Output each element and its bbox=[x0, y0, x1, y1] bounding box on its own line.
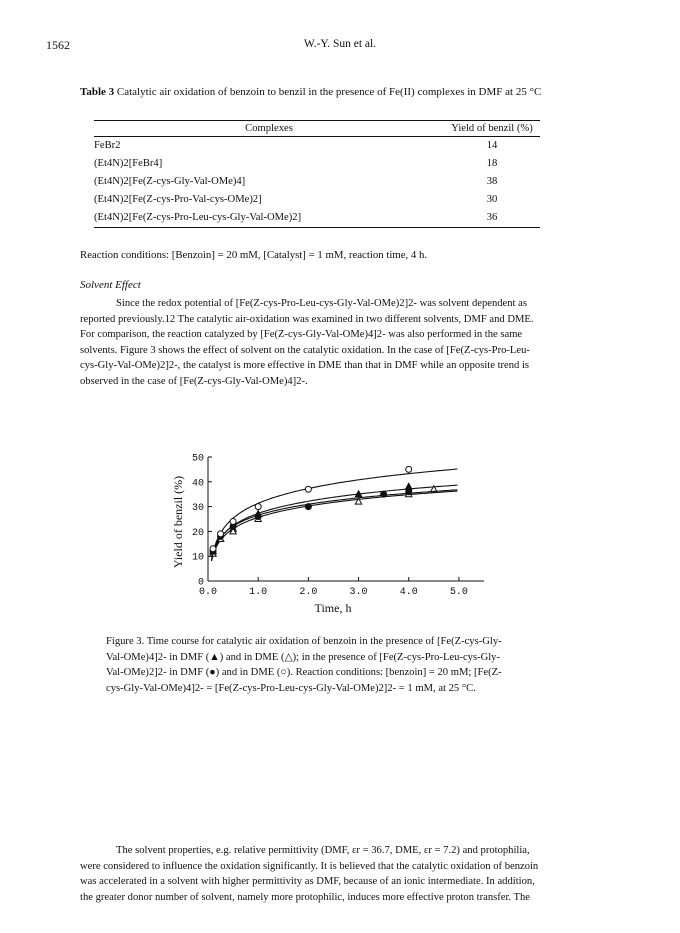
data-point bbox=[230, 518, 236, 524]
x-tick-label: 3.0 bbox=[349, 587, 368, 598]
data-point bbox=[255, 504, 261, 510]
fit-curve bbox=[212, 485, 458, 560]
table-row bbox=[94, 137, 540, 156]
complex-cell: (Et4N)2[FeBr4] bbox=[94, 158, 163, 169]
data-point bbox=[255, 514, 261, 520]
y-tick-label: 50 bbox=[191, 453, 204, 465]
paragraph-solvent-effect bbox=[80, 296, 610, 389]
yield-cell: 14 bbox=[486, 140, 498, 151]
text-line: cys-Gly-Val-OMe)2]2-, the catalyst is more effective in DME than that in DMF while an opposite trend is bbox=[80, 360, 530, 371]
text-line: were considered to influence the oxidation significantly. It is believed that the catalytic oxidation of benzoin bbox=[80, 860, 539, 872]
table-caption bbox=[80, 86, 541, 98]
complex-cell: (Et4N)2[Fe(Z-cys-Pro-Val-cys-OMe)2] bbox=[94, 194, 262, 205]
data-point bbox=[305, 504, 311, 510]
table-header-row bbox=[94, 121, 540, 137]
data-point bbox=[210, 546, 216, 552]
complex-cell: (Et4N)2[Fe(Z-cys-Pro-Leu-cys-Gly-Val-OMe)2] bbox=[94, 209, 444, 228]
x-tick-label: 5.0 bbox=[449, 587, 468, 598]
figure-caption-line: cys-Gly-Val-OMe)4]2- = [Fe(Z-cys-Pro-Leu-cys-Gly-Val-OMe)2]2- = 1 mM, at 25 °C. bbox=[106, 682, 476, 694]
column-header-complexes: Complexes bbox=[94, 121, 444, 137]
table-row bbox=[94, 209, 540, 228]
text-line: reported previously.12 The catalytic air-oxidation was examined in two different solvents, DMF and DME. bbox=[80, 313, 534, 325]
fit-curve bbox=[212, 469, 458, 560]
section-heading: Solvent Effect bbox=[80, 279, 141, 291]
data-point bbox=[305, 486, 311, 492]
x-tick-label: 0.0 bbox=[198, 587, 218, 598]
table-row bbox=[94, 191, 540, 209]
text-line: was accelerated in a solvent with higher permittivity as DMF, because of an ionic intermediate. In addition, bbox=[80, 876, 535, 887]
figure-caption bbox=[106, 634, 576, 696]
x-tick-label: 1.0 bbox=[249, 587, 268, 598]
data-point bbox=[381, 491, 387, 497]
x-tick-label: 2.0 bbox=[299, 587, 318, 598]
table-row bbox=[94, 173, 540, 191]
fit-curve bbox=[212, 490, 458, 558]
figure-caption-line: Val-OMe)4]2- in DMF (▲) and in DME (△); in the presence of [Fe(Z-cys-Pro-Leu-cys-Gly- bbox=[106, 651, 501, 663]
complex-cell: (Et4N)2[Fe(Z-cys-Gly-Val-OMe)4] bbox=[94, 176, 246, 187]
table-caption-text: Catalytic air oxidation of benzoin to benzil in the presence of Fe(II) complexes in DMF at 25 °C bbox=[114, 86, 542, 98]
text-line: observed in the case of [Fe(Z-cys-Gly-Val-OMe)4]2-. bbox=[80, 375, 308, 387]
text-line: For comparison, the reaction catalyzed by [Fe(Z-cys-Gly-Val-OMe)4]2- was also performed in the same bbox=[80, 329, 523, 340]
figure-3-chart bbox=[160, 448, 490, 618]
data-point bbox=[406, 489, 412, 495]
table-caption-label: Table 3 bbox=[80, 86, 115, 98]
y-tick-label: 40 bbox=[191, 478, 204, 490]
data-point bbox=[218, 531, 224, 537]
x-tick-label: 4.0 bbox=[399, 587, 418, 598]
table-row bbox=[94, 155, 540, 173]
table-conditions: Reaction conditions: [Benzoin] = 20 mM, [Catalyst] = 1 mM, reaction time, 4 h. bbox=[80, 249, 428, 261]
text-line: the greater donor number of solvent, namely more protophilic, induces more effective proton transfer. The bbox=[80, 891, 530, 903]
text-line: Since the redox potential of [Fe(Z-cys-Pro-Leu-cys-Gly-Val-OMe)2]2- was solvent dependent as bbox=[116, 298, 527, 309]
chart-x-label: Time, h bbox=[314, 601, 352, 615]
chart-y-label: Yield of benzil (%) bbox=[171, 475, 185, 569]
y-tick-label: 20 bbox=[191, 527, 204, 539]
yield-cell: 36 bbox=[444, 209, 540, 228]
complex-cell: FeBr2 bbox=[94, 140, 121, 151]
fit-curve bbox=[212, 491, 458, 561]
figure-caption-line: Figure 3. Time course for catalytic air oxidation of benzoin in the presence of [Fe(Z-cys-Gly- bbox=[106, 636, 502, 647]
text-line: solvents. Figure 3 shows the effect of solvent on the catalytic oxidation. In the case of [Fe(Z-cys-Pro-Leu- bbox=[80, 344, 530, 356]
yield-cell: 38 bbox=[486, 176, 498, 187]
page-number: 1562 bbox=[46, 38, 70, 52]
column-header-yield: Yield of benzil (%) bbox=[444, 121, 540, 137]
y-tick-label: 0 bbox=[197, 577, 204, 589]
yield-cell: 18 bbox=[486, 158, 498, 169]
figure-caption-line: Val-OMe)2]2- in DMF (●) and in DME (○). Reaction conditions: [benzoin] = 20 mM; [Fe(Z- bbox=[106, 667, 502, 678]
y-tick-label: 30 bbox=[191, 503, 204, 515]
text-line: The solvent properties, e.g. relative permittivity (DMF, εr = 36.7, DME, εr = 7.2) and protophilia, bbox=[116, 845, 530, 856]
paragraph-solvent-properties bbox=[80, 843, 610, 905]
y-tick-label: 10 bbox=[191, 552, 204, 564]
yield-cell: 30 bbox=[486, 194, 498, 205]
running-head: W.-Y. Sun et al. bbox=[303, 38, 377, 50]
results-table bbox=[94, 120, 540, 228]
data-point bbox=[406, 466, 412, 472]
